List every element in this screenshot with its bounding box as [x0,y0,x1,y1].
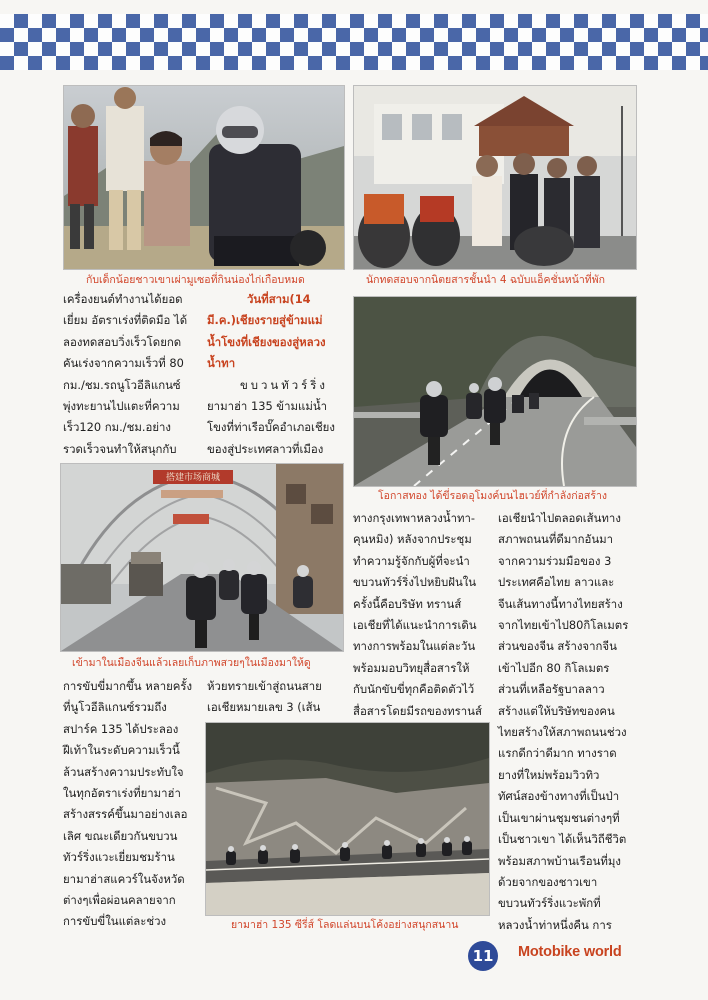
text-line: ส่วนของจีน สร้างจากจีน [498,639,617,654]
caption-photo-tunnel: โอกาสทอง ได้ขี่รอดอุโมงค์บนไฮเวย์ที่กำลังก่อสร้าง [378,490,608,502]
text-line: เร็ว120 กม./ชม.อย่าง [63,420,171,435]
text-line: ขบวนทัวร์ริ่งไปหยิบฝันใน [353,575,477,590]
text-line: กับนักขับขี่ทุกคือติดตัวไว้ [353,682,475,697]
text-line: คุนหมิง) หลังจากประชุม [353,532,472,547]
article-column-4 [498,508,628,936]
article-column-3 [353,508,482,722]
text-line: พุ่งทะยานไปแตะที่ความ [63,399,180,414]
caption-photo-group: นักทดสอบจากนิตยสารชั้นนำ 4 ฉบับแอ็คชั่นหน้าที่พัก [366,274,605,286]
section-headline-line: น้ำโขงที่เชียงของสู่หลวง [207,334,326,349]
text-line: เอเชียหมายเลข 3 (เส้น [207,700,321,715]
text-line: ของสู่ประเทศลาวที่เมือง [207,441,324,456]
text-line: ทางการพร้อมในแต่ละวัน [353,639,476,654]
text-line: ลองทดสอบวิ่งเร็วโดยกด [63,334,182,349]
text-line: ขบวนทัวร์ริ่งแวะพักที่ [498,896,601,911]
text-line: กม./ชม.รถนูโวอีลิแกนซ์ [63,377,181,392]
text-line: เป็นเขาผ่านชุมชนต่างๆที่ [498,810,620,825]
text-line: เป็นชาวเขา ได้เห็นวิถีชีวิต [498,832,627,847]
page-number-badge: 11 [468,941,498,971]
section-headline-line: มี.ค.)เชียงรายสู่ข้ามแม่ [207,313,323,328]
text-line: เครื่องยนต์ทำงานได้ยอด [63,292,183,306]
text-line: สปาร์ค 135 ได้ประลอง [63,721,179,736]
text-line: โขงที่ท่าเรือบั๊คอำเภอเชียง [207,420,335,435]
text-line: รวดเร็วจนทำให้สนุกกับ [63,441,177,456]
text-line: ล้วนสร้างความประทับใจ [63,764,184,779]
text-line: จีนเส้นทางนี้ทางไทยสร้าง [498,596,623,611]
text-line: การขับขี่มากขึ้น หลายครั้ง [63,679,193,693]
street-banner-sign: 搭建市场商城 [165,473,221,483]
text-line: ขบวนทัวร์ริ่ง [240,377,328,392]
article-column-2 [207,289,335,460]
text-line: ประเทศคือไทย ลาวและ [498,575,615,590]
text-line: ทำความรู้จักกับผู้ที่จะนำ [353,553,470,568]
text-line: ทัวร์ริ่งแวะเยี่ยมชมร้าน [63,850,175,865]
caption-photo-town: เข้ามาในเมืองจีนแล้วเลยเก็บภาพสวยๆในเมืองมาให้ดู [72,657,311,669]
text-line: ไทยสร้างให้สภาพถนนช่วง [498,725,627,740]
text-line: พร้อมสภาพบ้านเรือนที่มุง [498,853,621,868]
text-line: แรกดีกว่าดีมาก ทางราด [498,746,617,761]
article-column-1 [63,289,187,460]
text-line: สร้างสรรค์ขึ้นมาอย่างเลอ [63,807,188,822]
text-line: สภาพถนนที่ดีมากอันมา [498,532,614,547]
text-line: ทัศน์สองข้างทางที่เป็นป่า [498,789,620,804]
text-line: ยางที่ใหม่พร้อมวิวทิว [498,767,600,782]
magazine-brand-name: Motobike world [518,944,622,960]
text-line: เยี่ยม อัตราเร่งที่ติดมือ ได้ [63,313,188,328]
text-line: ฝีเท้าในระดับความเร็วนี้ [63,743,180,758]
photo-children-with-rider [63,85,345,270]
text-line: ด้วยจากของชาวเขา [498,874,598,889]
section-headline-line: วันที่สาม(14 [247,292,311,306]
article-column-6 [207,676,322,719]
article-column-5 [63,676,192,933]
caption-photo-children: กับเด็กน้อยชาวเขาเผ่ามูเซอที่กินน่องไก่เกือบหมด [86,274,305,286]
text-line: เอเชียที่ได้แนะนำการเดิน [353,618,477,633]
text-line: ทางกรุงเทพาหลวงน้ำทา- [353,511,475,525]
text-line: ยามาฮ่าสแควร์ในจังหวัด [63,871,185,886]
text-line: คันเร่งจากความเร็วที่ 80 [63,356,184,371]
text-line: การขับขี่ในแต่ละช่วง [63,914,167,929]
text-line: ที่นูโวอีลิแกนซ์รวมถึง [63,700,167,715]
text-line: ครั้งนี้คือบริษัท ทรานส์ [353,596,462,611]
text-line: ในทุกอัตราเร่งที่ยามาฮ่า [63,786,181,801]
text-line: เอเชียนำไปตลอดเส้นทาง [498,511,621,525]
text-line: ห้วยทรายเข้าสู่ถนนสาย [207,679,322,693]
checkered-header-band [0,14,708,70]
text-line: พร้อมมอบวิทยุสื่อสารให้ [353,660,470,675]
text-line: สื่อสารโดยมีรถของทรานส์ [353,703,482,718]
text-line: เลิศ ขณะเดียวกันขบวน [63,828,178,843]
photo-highway-tunnel [353,296,637,487]
photo-mountain-curve [205,722,490,916]
text-line: หลวงน้ำท่าหนึ่งคืน การ [498,917,612,932]
text-line: ยามาฮ่า 135 ข้ามแม่น้ำ [207,399,328,414]
text-line: จากไทยเข้าไป80กิโลเมตร [498,618,629,633]
section-headline-line: น้ำทา [207,356,236,371]
caption-photo-curve: ยามาฮ่า 135 ซีรี่ส์ โลดแล่นบนโค้งอย่างสนุกสนาน [231,919,459,931]
text-line: ส่วนที่เหลือรัฐบาลลาว [498,682,605,697]
photo-group-at-hotel [353,85,637,270]
text-line: เข้าไปอีก 80 กิโลเมตร [498,660,610,675]
text-line: จากความร่วมมือของ 3 [498,553,612,568]
photo-chinese-town-street [60,463,344,652]
text-line: ต่างๆเพื่อผ่อนคลายจาก [63,893,176,908]
text-line: สร้างแต่ให้บริษัทของคน [498,703,615,718]
